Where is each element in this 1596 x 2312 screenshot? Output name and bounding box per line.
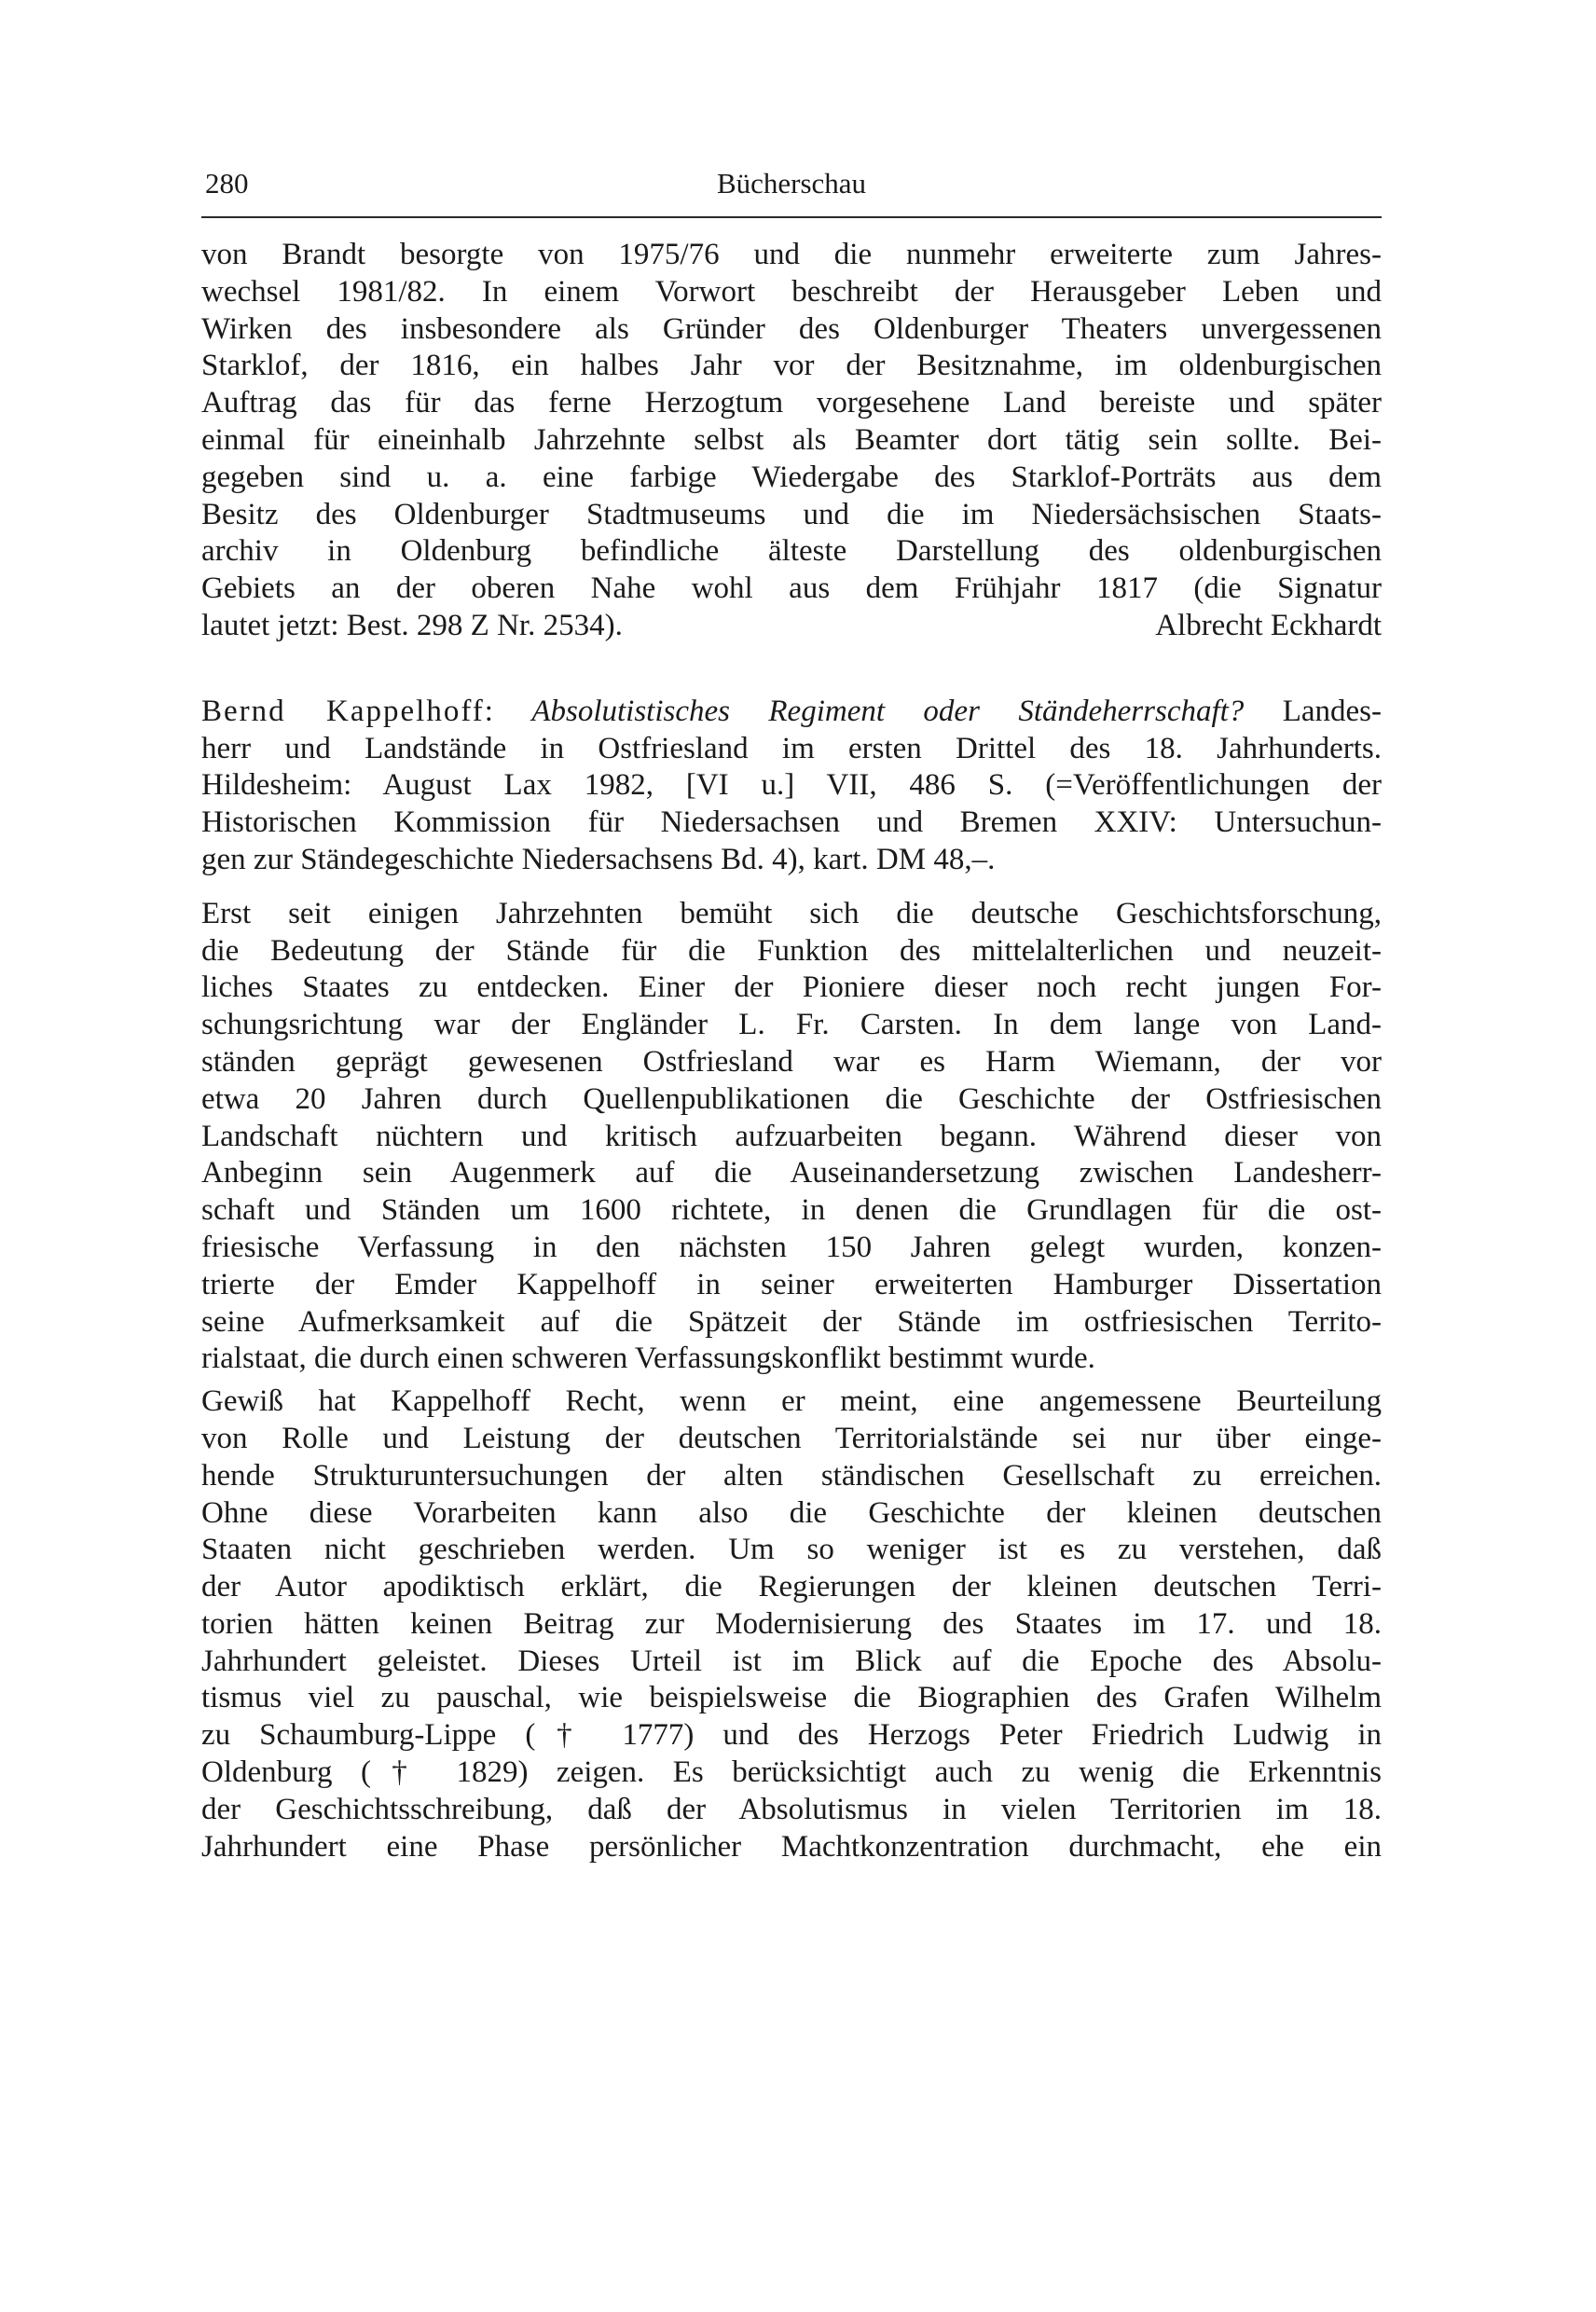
citation-subtitle-start: Landes- (1282, 694, 1383, 728)
text-line: der Geschichtsschreibung, daß der Absolutismus in vielen Territorien im 18. (201, 1792, 1382, 1826)
citation-author: Bernd Kappelhoff (201, 694, 485, 728)
text-line: seine Aufmerksamkeit auf die Spätzeit der Stände im ostfriesischen Territo- (201, 1304, 1382, 1339)
text-line: Gebiets an der oberen Nahe wohl aus dem Frühjahr 1817 (die Signatur (201, 571, 1382, 606)
text-line: Landschaft nüchtern und kritisch aufzuarbeiten begann. Während dieser von (201, 1119, 1382, 1153)
text-line: Historischen Kommission für Niedersachsen und Bremen XXIV: Untersuchun- (201, 805, 1382, 840)
text-line: trierte der Emder Kappelhoff in seiner erweiterten Hamburger Dissertation (201, 1267, 1382, 1301)
text-line: tismus viel zu pauschal, wie beispielsweise die Biographien des Grafen Wilhelm (201, 1681, 1382, 1715)
citation-colon: : (484, 694, 493, 728)
text-line: Starklof, der 1816, ein halbes Jahr vor der Besitznahme, im oldenburgischen (201, 349, 1382, 383)
text-line: Anbeginn sein Augenmerk auf die Auseinandersetzung zwischen Landesherr- (201, 1156, 1382, 1190)
text-line: torien hätten keinen Beitrag zur Modernisierung des Staates im 17. und 18. (201, 1606, 1382, 1641)
review-paragraph-2 (201, 1383, 1382, 1865)
text-line: liches Staates zu entdecken. Einer der Pioniere dieser noch recht jungen For- (201, 970, 1382, 1005)
citation-title: Absolutistisches Regiment oder Ständeherrschaft? (531, 694, 1245, 728)
text-line: Jahrhundert eine Phase persönlicher Machtkonzentration durchmacht, ehe ein (201, 1829, 1382, 1864)
section-title: Bücherschau (716, 167, 867, 200)
text-line: Erst seit einigen Jahrzehnten bemüht sich die deutsche Geschichtsforschung, (201, 896, 1382, 930)
running-head (201, 163, 1382, 204)
text-line: lautet jetzt: Best. 298 Z Nr. 2534). (201, 608, 623, 642)
text-line: von Rolle und Leistung der deutschen Territorialstände sei nur über einge- (201, 1421, 1382, 1455)
text-line: Auftrag das für das ferne Herzogtum vorgesehene Land bereiste und später (201, 386, 1382, 420)
text-line: einmal für eineinhalb Jahrzehnte selbst als Beamter dort tätig sein sollte. Bei- (201, 422, 1382, 457)
text-line: hende Strukturuntersuchungen der alten ständischen Gesellschaft zu erreichen. (201, 1458, 1382, 1493)
review-paragraph-1 (201, 896, 1382, 1378)
text-line: herr und Landstände in Ostfriesland im ersten Drittel des 18. Jahrhunderts. (201, 731, 1382, 765)
text-line: ständen geprägt gewesenen Ostfriesland war es Harm Wiemann, der vor (201, 1044, 1382, 1079)
text-line: die Bedeutung der Stände für die Funktion des mittelalterlichen und neuzeit- (201, 933, 1382, 968)
book-page (201, 163, 1382, 1865)
signature-line (201, 608, 1382, 645)
text-line: der Autor apodiktisch erklärt, die Regierungen der kleinen deutschen Terri- (201, 1570, 1382, 1604)
book-citation (201, 694, 1382, 879)
text-line: etwa 20 Jahren durch Quellenpublikationen die Geschichte der Ostfriesischen (201, 1081, 1382, 1116)
text-line: Hildesheim: August Lax 1982, [VI u.] VII, 486 S. (=Veröffentlichungen der (201, 768, 1382, 803)
text-line: friesische Verfassung in den nächsten 150 Jahren gelegt wurden, konzen- (201, 1230, 1382, 1264)
text-line: gen zur Ständegeschichte Niedersachsens Bd. 4), kart. DM 48,–. (201, 842, 996, 876)
text-line: gegeben sind u. a. eine farbige Wiedergabe des Starklof-Porträts aus dem (201, 460, 1382, 494)
text-line: schaft und Ständen um 1600 richtete, in denen die Grundlagen für die ost- (201, 1193, 1382, 1228)
text-line: wechsel 1981/82. In einem Vorwort beschreibt der Herausgeber Leben und (201, 274, 1382, 309)
citation-first-line (201, 694, 1382, 731)
text-line: Wirken des insbesondere als Gründer des Oldenburger Theaters unvergessenen (201, 311, 1382, 346)
text-line: Besitz des Oldenburger Stadtmuseums und die im Niedersächsischen Staats- (201, 497, 1382, 531)
text-line: Oldenburg († 1829) zeigen. Es berücksichtigt auch zu wenig die Erkenntnis (201, 1755, 1382, 1790)
header-rule (201, 216, 1382, 218)
text-line: zu Schaumburg-Lippe († 1777) und des Herzogs Peter Friedrich Ludwig in (201, 1718, 1382, 1753)
text-line: schungsrichtung war der Engländer L. Fr. Carsten. In dem lange von Land- (201, 1008, 1382, 1042)
text-line: Staaten nicht geschrieben werden. Um so weniger ist es zu verstehen, daß (201, 1533, 1382, 1567)
reviewer-name: Albrecht Eckhardt (1155, 608, 1382, 642)
text-line: Jahrhundert geleistet. Dieses Urteil ist im Blick auf die Epoche des Absolu- (201, 1644, 1382, 1678)
text-line: Ohne diese Vorarbeiten kann also die Geschichte der kleinen deutschen (201, 1495, 1382, 1530)
text-line: von Brandt besorgte von 1975/76 und die nunmehr erweiterte zum Jahres- (201, 238, 1382, 271)
text-line: rialstaat, die durch einen schweren Verfassungskonflikt bestimmt wurde. (201, 1342, 1095, 1376)
review-continuation (201, 237, 1382, 645)
text-line: Gewiß hat Kappelhoff Recht, wenn er meint, eine angemessene Beurteilung (201, 1384, 1382, 1419)
text-line: archiv in Oldenburg befindliche älteste Darstellung des oldenburgischen (201, 534, 1382, 569)
page-number: 280 (205, 167, 249, 200)
